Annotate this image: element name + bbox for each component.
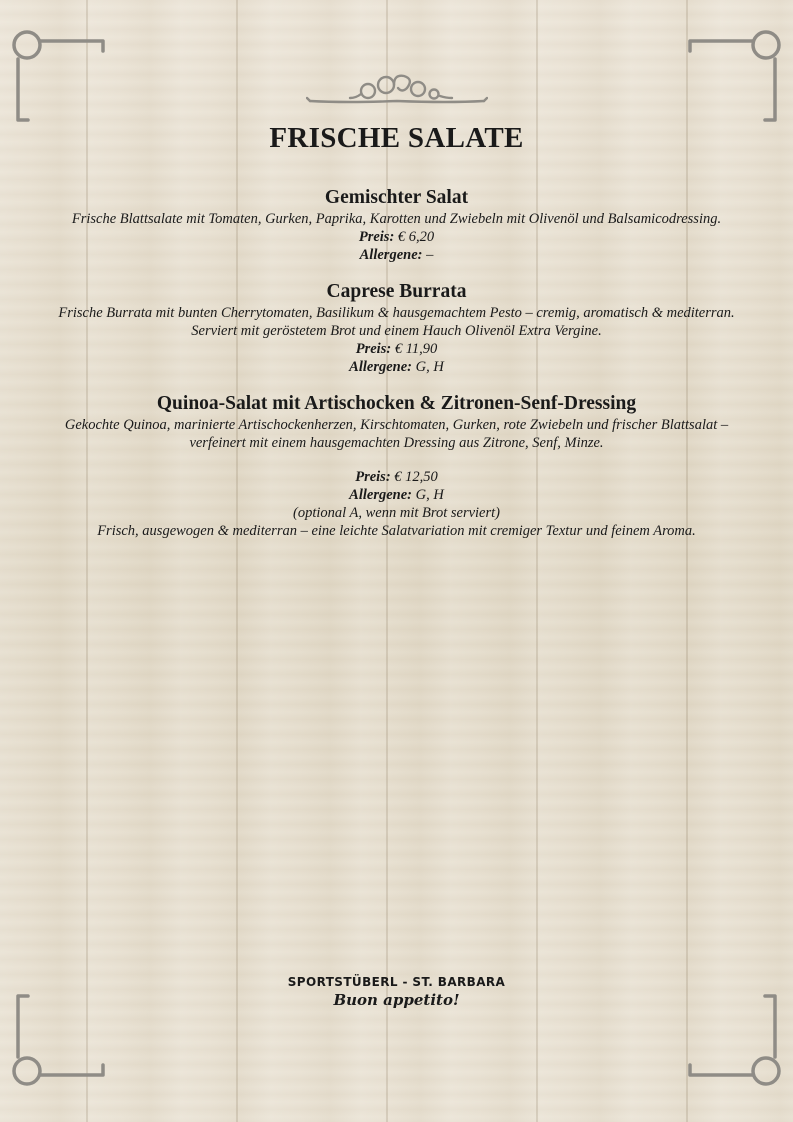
footer-tagline: Buon appetito!: [333, 991, 460, 1009]
allergens-label: Allergene:: [359, 247, 423, 263]
menu-item-name: Gemischter Salat: [324, 187, 469, 208]
allergens-label: Allergene:: [349, 359, 412, 375]
menu-list: [0, 186, 793, 556]
menu-item: [0, 186, 793, 264]
menu-item-description: Serviert mit geröstetem Brot und einem Hauch Olivenöl Extra Vergine.: [191, 323, 602, 339]
page-title: FRISCHE SALATE: [269, 122, 524, 154]
corner-ornament-top-right-icon: [687, 18, 787, 124]
menu-item-allergens: [0, 246, 793, 264]
corner-ornament-top-left-icon: [6, 18, 106, 124]
menu-item-allergens: [0, 486, 793, 504]
price-value: € 12,50: [394, 469, 438, 485]
menu-item-price: [0, 228, 793, 246]
allergens-label: Allergene:: [349, 487, 412, 503]
allergens-value: G, H: [415, 359, 444, 375]
menu-item-price: [0, 340, 793, 358]
menu-item-price: [0, 468, 793, 486]
menu-item-note: (optional A, wenn mit Brot serviert): [292, 505, 500, 521]
menu-item: [0, 280, 793, 376]
allergens-value: G, H: [415, 487, 444, 503]
menu-item-allergens: [0, 358, 793, 376]
price-label: Preis:: [355, 469, 391, 485]
menu-item-description: Frische Burrata mit bunten Cherrytomaten, Basilikum & hausgemachtem Pesto – cremig, aromatisch & mediterran.: [58, 305, 735, 321]
spacer: [0, 452, 793, 468]
price-value: € 6,20: [397, 229, 435, 245]
menu-item-description: Frische Blattsalate mit Tomaten, Gurken, Paprika, Karotten und Zwiebeln mit Olivenöl und Balsamicodressing.: [71, 211, 722, 227]
menu-item: [0, 392, 793, 540]
scroll-flourish-icon: [306, 70, 488, 115]
menu-item-closing: Frisch, ausgewogen & mediterran – eine leichte Salatvariation mit cremiger Textur und feinem Aroma.: [97, 523, 696, 539]
price-label: Preis:: [358, 229, 395, 245]
restaurant-name: SPORTSTÜBERL - ST. BARBARA: [287, 975, 506, 989]
menu-item-description: Gekochte Quinoa, marinierte Artischockenherzen, Kirschtomaten, Gurken, rote Zwiebeln und frischer Blattsalat –: [64, 417, 729, 433]
menu-item-name: Quinoa-Salat mit Artischocken & Zitronen-Senf-Dressing: [156, 393, 637, 414]
allergens-value: –: [426, 247, 434, 263]
menu-item-description: verfeinert mit einem hausgemachten Dressing aus Zitrone, Senf, Minze.: [189, 435, 604, 451]
menu-item-name: Caprese Burrata: [326, 281, 467, 302]
footer: [0, 974, 793, 1010]
price-label: Preis:: [355, 341, 392, 357]
price-value: € 11,90: [394, 341, 438, 357]
